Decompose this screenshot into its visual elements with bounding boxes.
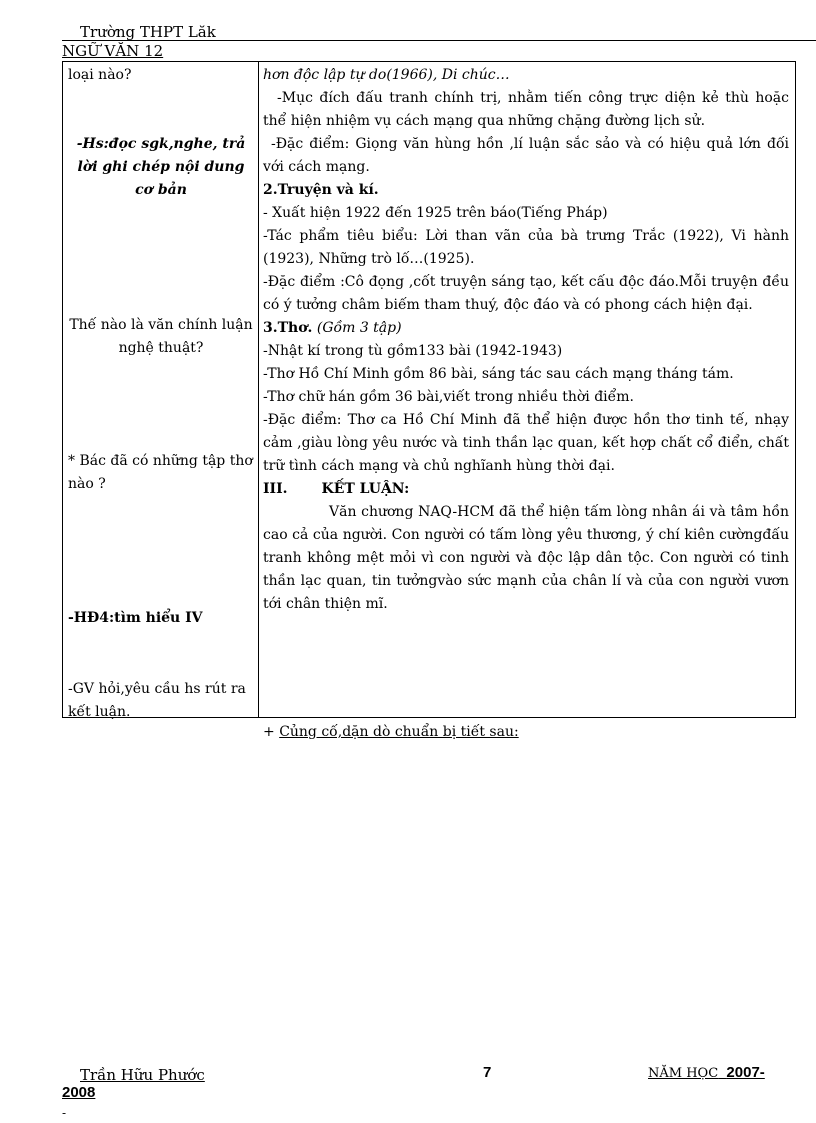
para-10: -Đặc điểm: Thơ ca Hồ Chí Minh đã thể hiện được hồn thơ tinh tế, nhạy cảm ,giàu lòng yêu nước và tinh thần lạc quan, kết hợp chất cổ điển, chất trữ tình cách mạng và chủ nghĩanh hùng thời đại. [263,412,789,474]
left-column [63,62,258,720]
para-8: -Thơ Hồ Chí Minh gồm 86 bài, sáng tác sau cách mạng tháng tám. [263,366,734,382]
heading-truyen-ki: 2.Truyện và kí. [263,182,379,198]
footer-year-end: 2008 [62,1084,96,1101]
para-11: Văn chương NAQ-HCM đã thể hiện tấm lòng nhân ái và tâm hồn cao cả của người. Con người có tấm lòng yêu thương, ý chí kiên cườngđấu tranh không mệt mỏi vì con người và độc lập dân tộc. Con người có tinh thần lạc quan, tin tưởngvào sức mạnh của chân lí và của con người vươn tới chân thiện mĩ. [263,504,789,612]
content-table [62,61,796,718]
heading-tho-note: (Gồm 3 tập) [316,320,402,336]
para-5: -Tác phẩm tiêu biểu: Lời than vãn của bà trưng Trắc (1922), Vi hành (1923), Những trò lố…(1925). [263,228,789,267]
left-cell-4: * Bác đã có những tập thơ nào ? [68,453,253,492]
footer-dash: - [62,1106,67,1120]
left-cell-1: loại nào? [68,67,132,83]
para-6: -Đặc điểm :Cô đọng ,cốt truyện sáng tạo, kết cấu độc đáo.Mỗi truyện đều có ý tưởng châm biếm tham thuý, độc đáo và có phong cách hiện đại. [263,274,789,313]
heading-tho [263,317,789,340]
footer-year-start: 2007- [726,1064,765,1081]
left-cell-5: -HĐ4:tìm hiểu IV [68,610,203,626]
para-9: -Thơ chữ hán gồm 36 bài,viết trong nhiều thời điểm. [263,389,634,405]
header-school: Trường THPT Lăk [80,23,216,41]
heading-tho-label: 3.Thơ. [263,320,313,336]
footer-author: Trần Hữu Phước [80,1066,205,1084]
heading-ket-luan-num: III. [263,481,288,497]
left-cell-6: -GV hỏi,yêu cầu hs rút ra kết luận. [68,681,246,720]
footer-year-label: NĂM HỌC [648,1066,719,1081]
footer-year [648,1064,765,1081]
note-prefix: + [263,724,275,740]
para-3: -Đặc điểm: Giọng văn hùng hồn ,lí luận sắc sảo và có hiệu quả lớn đối với cách mạng. [263,136,789,175]
left-cell-3: Thế nào là văn chính luận nghệ thuật? [69,317,253,356]
header-subject: NGỮ VĂN 12 [62,42,164,60]
column-divider [258,62,259,717]
para-4: - Xuất hiện 1922 đến 1925 trên báo(Tiếng Pháp) [263,205,608,221]
para-1: hơn độc lập tự do(1966), Di chúc… [263,67,510,83]
note-text: Củng cố,dặn dò chuẩn bị tiết sau: [279,724,519,740]
heading-ket-luan [263,478,789,501]
heading-ket-luan-text: KẾT LUẬN: [321,481,410,497]
header-rule [62,40,816,41]
left-cell-2: -Hs:đọc sgk,nghe, trả lời ghi chép nội dung cơ bản [76,136,246,198]
para-7: -Nhật kí trong tù gồm133 bài (1942-1943) [263,343,563,359]
consolidation-note [263,724,519,740]
para-2: -Mục đích đấu tranh chính trị, nhằm tiến công trực diện kẻ thù hoặc thể hiện nhiệm vụ cách mạng qua những chặng đường lịch sử. [263,90,789,129]
right-column [263,64,789,616]
footer-page-number: 7 [483,1064,492,1081]
